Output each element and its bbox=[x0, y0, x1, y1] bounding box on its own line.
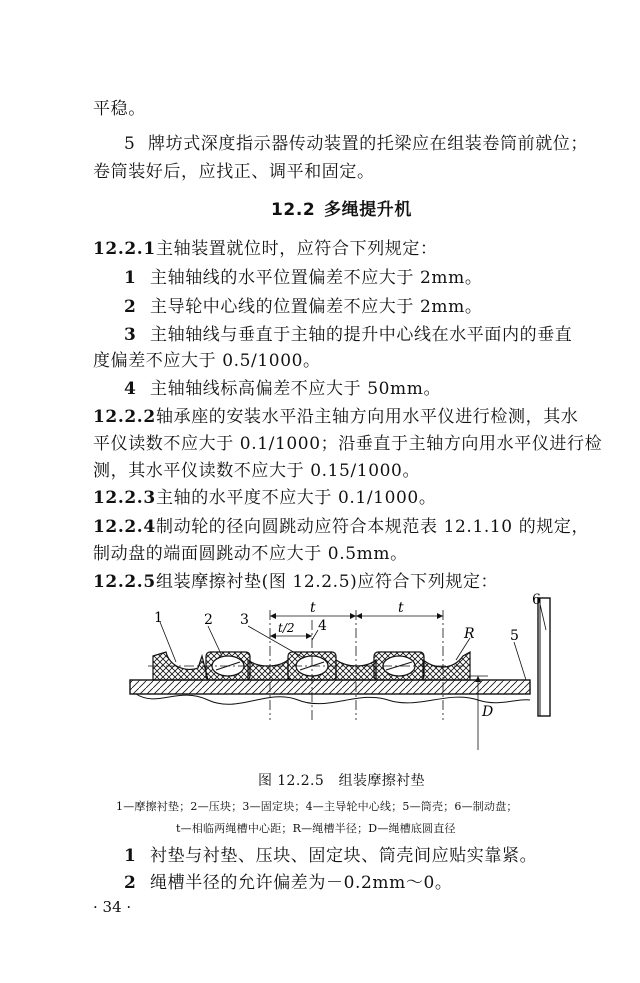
label-3: 3 bbox=[240, 612, 249, 628]
break-line bbox=[136, 694, 530, 704]
label-t-half: t/2 bbox=[278, 621, 295, 635]
item-text: 主轴轴线标高偏差不应大于 50mm。 bbox=[150, 379, 442, 399]
clause-text: 组装摩擦衬垫(图 12.2.5)应符合下列规定： bbox=[156, 572, 499, 592]
friction-liner bbox=[248, 660, 288, 680]
friction-liner-figure bbox=[118, 590, 568, 760]
clause-text: 轴承座的安装水平沿主轴方向用水平仪进行检测，其水 bbox=[156, 407, 579, 427]
item-number: 4 bbox=[124, 379, 137, 399]
item-number: 1 bbox=[124, 846, 137, 866]
item-text: 主轴轴线与垂直于主轴的提升中心线在水平面内的垂直 bbox=[150, 325, 573, 345]
shell bbox=[130, 680, 530, 694]
item-number: 3 bbox=[124, 325, 137, 345]
figure-legend: 1—摩擦衬垫；2—压块；3—固定块；4—主导轮中心线；5—筒壳；6—制动盘； bbox=[116, 800, 518, 813]
label-D: D bbox=[482, 704, 494, 720]
label-t2: t bbox=[398, 600, 404, 616]
label-6: 6 bbox=[532, 592, 541, 608]
clause-text: 主轴的水平度不应大于 0.1/1000。 bbox=[156, 488, 437, 508]
clause-text: 主轴装置就位时，应符合下列规定： bbox=[156, 239, 438, 259]
item-text: 主轴轴线的水平位置偏差不应大于 2mm。 bbox=[150, 268, 483, 288]
clause-text-cont: 制动盘的端面圆跳动不应大于 0.5mm。 bbox=[93, 544, 408, 564]
clause-text-cont: 测，其水平仪读数不应大于 0.15/1000。 bbox=[93, 461, 421, 481]
item-number: 2 bbox=[124, 297, 137, 317]
clause-number: 12.2.3 bbox=[93, 488, 156, 508]
item-text: 主导轮中心线的位置偏差不应大于 2mm。 bbox=[150, 297, 483, 317]
clause-number: 12.2.4 bbox=[93, 517, 156, 537]
label-1: 1 bbox=[154, 610, 163, 626]
item-text: 衬垫与衬垫、压块、固定块、筒壳间应贴实靠紧。 bbox=[150, 846, 538, 866]
item-number: 1 bbox=[124, 268, 137, 288]
paragraph-end: 平稳。 bbox=[93, 99, 146, 119]
label-t1: t bbox=[310, 600, 316, 616]
item-number: 2 bbox=[124, 873, 137, 893]
item-5-text-cont: 卷筒装好后，应找正、调平和固定。 bbox=[93, 162, 375, 182]
page-number: · 34 · bbox=[93, 898, 132, 916]
item-text: 绳槽半径的允许偏差为－0.2mm～0。 bbox=[150, 873, 453, 893]
label-R: R bbox=[464, 626, 475, 642]
section-number: 12.2 bbox=[271, 200, 316, 220]
item-text-cont: 度偏差不应大于 0.5/1000。 bbox=[93, 351, 321, 371]
clause-number: 12.2.1 bbox=[93, 239, 156, 259]
clause-number: 12.2.2 bbox=[93, 407, 156, 427]
label-2: 2 bbox=[204, 612, 213, 628]
label-4: 4 bbox=[318, 618, 327, 634]
clause-text-cont: 平仪读数不应大于 0.1/1000；沿垂直于主轴方向用水平仪进行检 bbox=[93, 434, 603, 454]
item-5-text: 牌坊式深度指示器传动装置的托梁应在组装卷筒前就位； bbox=[148, 134, 588, 154]
label-5: 5 bbox=[510, 628, 519, 644]
item-5-number: 5 bbox=[124, 134, 136, 154]
figure-legend: t—相临两绳槽中心距；R—绳槽半径；D—绳槽底圆直径 bbox=[176, 822, 456, 835]
figure-caption: 图 12.2.5 组装摩擦衬垫 bbox=[258, 773, 425, 789]
clause-text: 制动轮的径向圆跳动应符合本规范表 12.1.10 的规定， bbox=[156, 517, 590, 537]
clause-number: 12.2.5 bbox=[93, 572, 156, 592]
section-title: 多绳提升机 bbox=[324, 200, 412, 220]
